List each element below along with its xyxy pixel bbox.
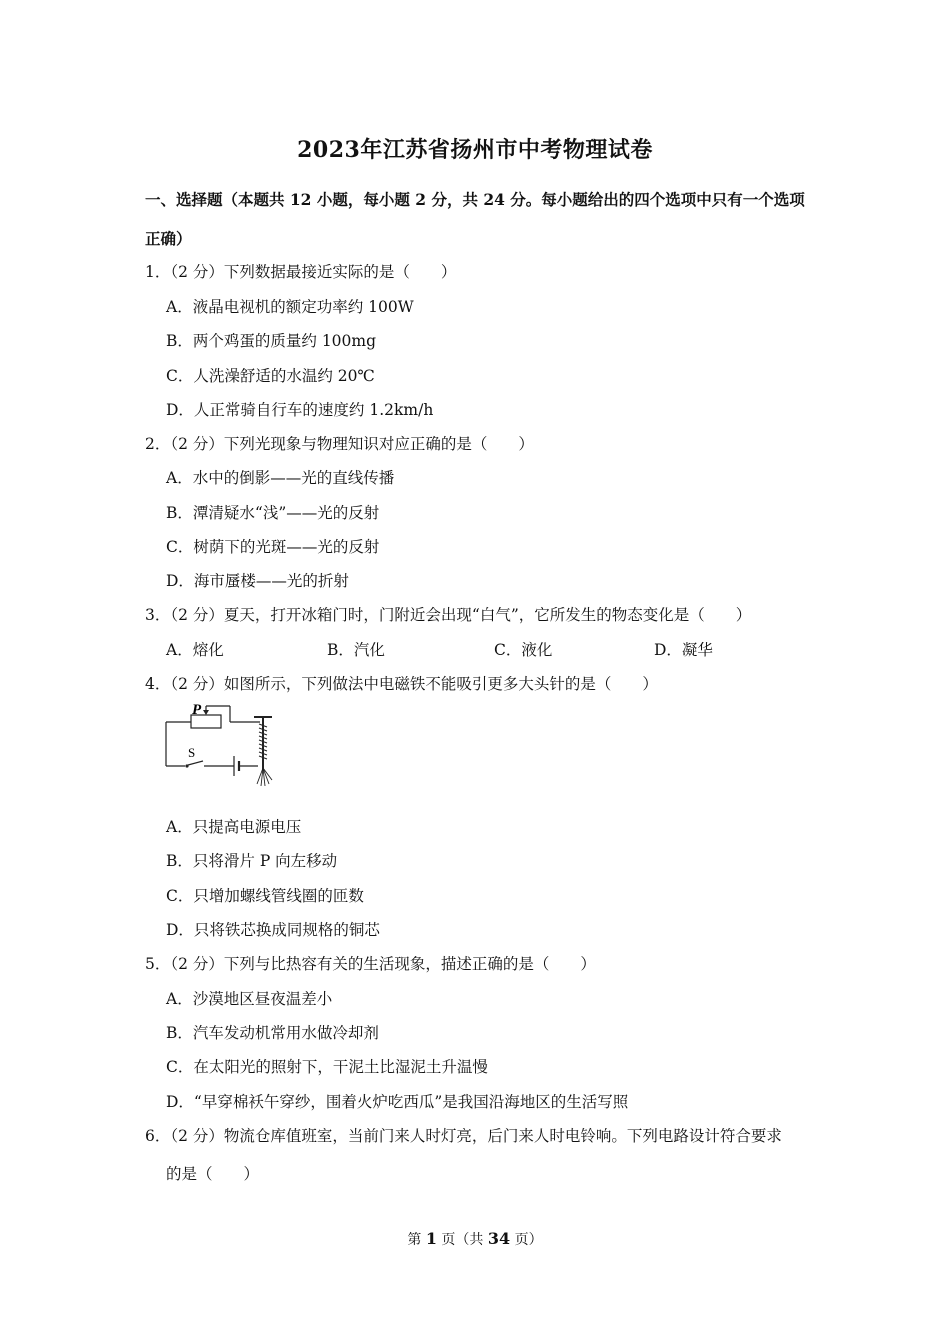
question-2-option-c: C．树荫下的光斑——光的反射	[166, 538, 380, 556]
question-3-option-a: A．熔化	[166, 641, 224, 659]
question-2-stem: 2．（2 分）下列光现象与物理知识对应正确的是（ ）	[145, 435, 534, 453]
question-6-stem-cont: 的是（ ）	[166, 1165, 260, 1183]
section-heading: 一、选择题（本题共 12 小题，每小题 2 分，共 24 分。每小题给出的四个选项中只有一个选项	[145, 190, 805, 209]
question-3-option-b: B．汽化	[327, 641, 385, 659]
page-number: 1	[425, 1229, 437, 1248]
solenoid-coil	[259, 724, 267, 759]
question-3-option-c: C．液化	[494, 641, 553, 659]
pins	[257, 768, 272, 786]
footer-suffix: 页）	[510, 1232, 543, 1248]
question-5-stem: 5．（2 分）下列与比热容有关的生活现象，描述正确的是（ ）	[145, 955, 596, 973]
question-1-option-b: B．两个鸡蛋的质量约 100mg	[166, 332, 377, 350]
electromagnet-circuit-diagram	[160, 700, 285, 788]
section-heading-cont: 正确）	[145, 229, 192, 248]
question-4-option-d: D．只将铁芯换成同规格的铜芯	[166, 921, 380, 939]
question-5-option-c: C．在太阳光的照射下，干泥土比湿泥土升温慢	[166, 1058, 488, 1076]
question-2-option-b: B．潭清疑水“浅”——光的反射	[166, 504, 380, 522]
question-1-stem: 1．（2 分）下列数据最接近实际的是（ ）	[145, 263, 457, 281]
question-3-stem: 3．（2 分）夏天，打开冰箱门时，门附近会出现“白气”，它所发生的物态变化是（ ）	[145, 606, 752, 624]
footer-middle: 页（共	[436, 1232, 488, 1248]
switch-label: S	[188, 745, 196, 760]
question-4-option-c: C．只增加螺线管线圈的匝数	[166, 887, 364, 905]
question-2-option-a: A．水中的倒影——光的直线传播	[166, 469, 395, 487]
question-5-option-a: A．沙漠地区昼夜温差小	[166, 990, 333, 1008]
page-title: 2023年江苏省扬州市中考物理试卷	[297, 137, 653, 163]
page-total: 34	[487, 1229, 511, 1248]
question-4-stem: 4．（2 分）如图所示，下列做法中电磁铁不能吸引更多大头针的是（ ）	[145, 675, 658, 693]
question-2-option-d: D．海市蜃楼——光的折射	[166, 572, 349, 590]
question-3-option-d: D．凝华	[654, 641, 713, 659]
question-1-option-d: D．人正常骑自行车的速度约 1.2km/h	[166, 401, 434, 419]
question-5-option-d: D．“早穿棉袄午穿纱，围着火炉吃西瓜”是我国沿海地区的生活写照	[166, 1093, 629, 1111]
footer-prefix: 第	[407, 1232, 426, 1248]
switch	[188, 761, 203, 765]
question-5-option-b: B．汽车发动机常用水做冷却剂	[166, 1024, 379, 1042]
question-4-option-b: B．只将滑片 P 向左移动	[166, 852, 338, 870]
question-6-stem: 6．（2 分）物流仓库值班室，当前门来人时灯亮，后门来人时电铃响。下列电路设计符合要求	[145, 1127, 782, 1145]
question-1-option-a: A．液晶电视机的额定功率约 100W	[166, 298, 414, 316]
question-1-option-c: C．人洗澡舒适的水温约 20℃	[166, 367, 375, 385]
question-4-option-a: A．只提高电源电压	[166, 818, 302, 836]
page-footer	[0, 1229, 950, 1249]
slider-label: P	[192, 702, 202, 718]
